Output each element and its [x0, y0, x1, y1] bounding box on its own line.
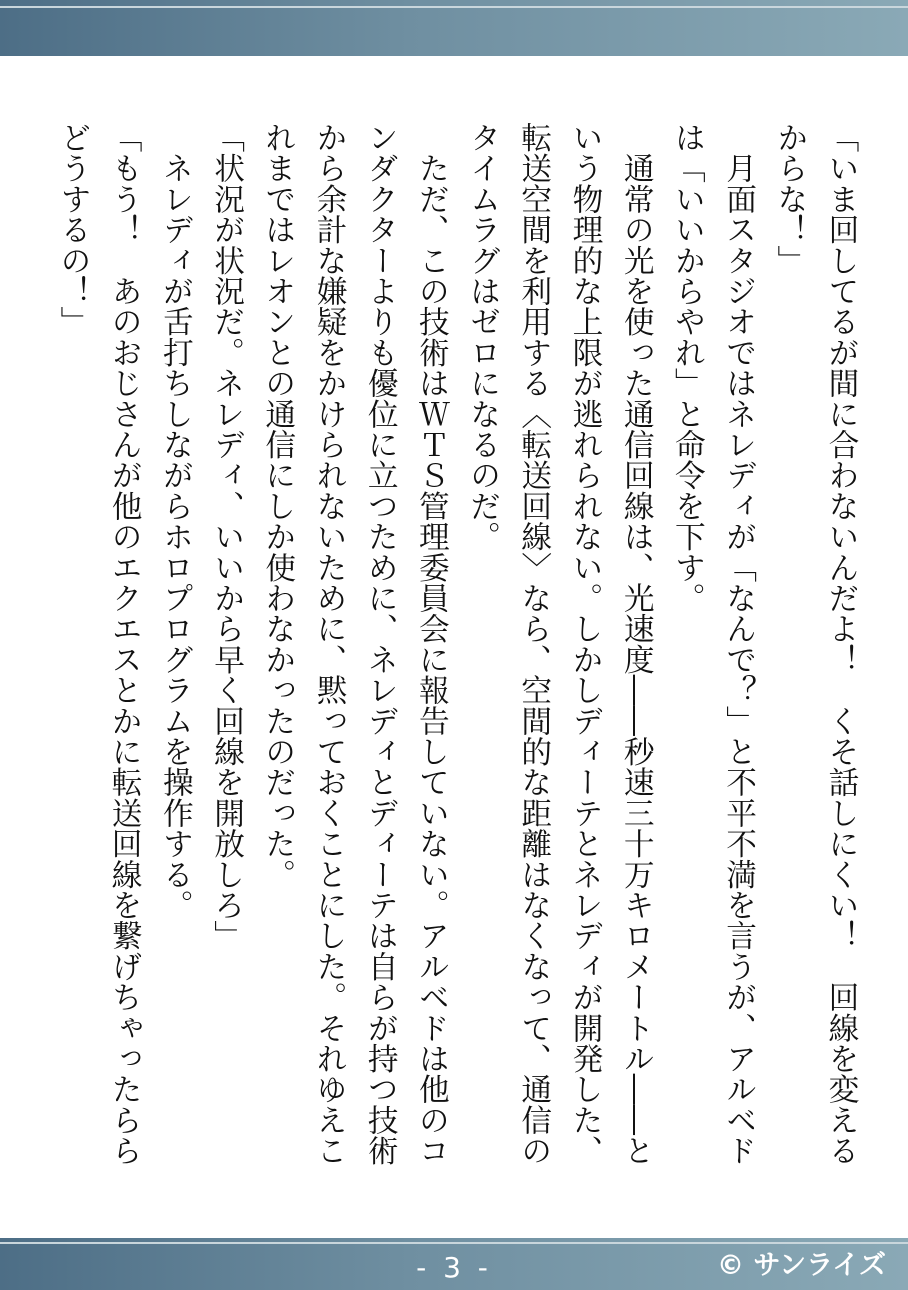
page-number: - 3 - — [416, 1251, 492, 1284]
vertical-text-body — [47, 122, 866, 1172]
paragraph-4: ただ、この技術はＷＴＳ管理委員会に報告していない。アルベドは他のコンダクターよりも優位に立つために、ネレディとディーテは自らが持つ技術から余計な嫌疑をかけられないために、黙っておくことにした。それゆえこれまではレオンとの通信にしか使わなかったのだった。 — [259, 122, 449, 1166]
paragraph-6: ネレディが舌打ちしながらホロプログラムを操作する。 — [157, 122, 193, 921]
paragraph-3: 通常の光を使った通信回線は、光速度――秒速三十万キロメートル――という物理的な上限が逃れられない。しかしディーテとネレディが開発した、転送空間を利用する〈転送回線〉なら、空間的な距離はなくなって、通信のタイムラグはゼロになるのだ。 — [464, 122, 654, 1166]
paragraph-2: 月面スタジオではネレディが「なんで？」と不平不満を言うが、アルベドは「いいからやれ」と命令を下す。 — [669, 122, 756, 1166]
footer-band — [0, 1238, 908, 1290]
copyright-notice: © サンライズ — [717, 1250, 886, 1281]
header-band — [0, 0, 908, 56]
paragraph-1: 「いま回してるが間に合わないんだよ！ くそ話しにくい！ 回線を変えるからな！」 — [771, 122, 858, 1166]
paragraph-7: 「もう！ あのおじさんが他のエクエスとかに転送回線を繋げちゃったららどうするの！」 — [54, 122, 142, 1166]
paragraph-5: 「状況が状況だ。ネレディ、いいから早く回線を開放しろ」 — [208, 122, 244, 951]
